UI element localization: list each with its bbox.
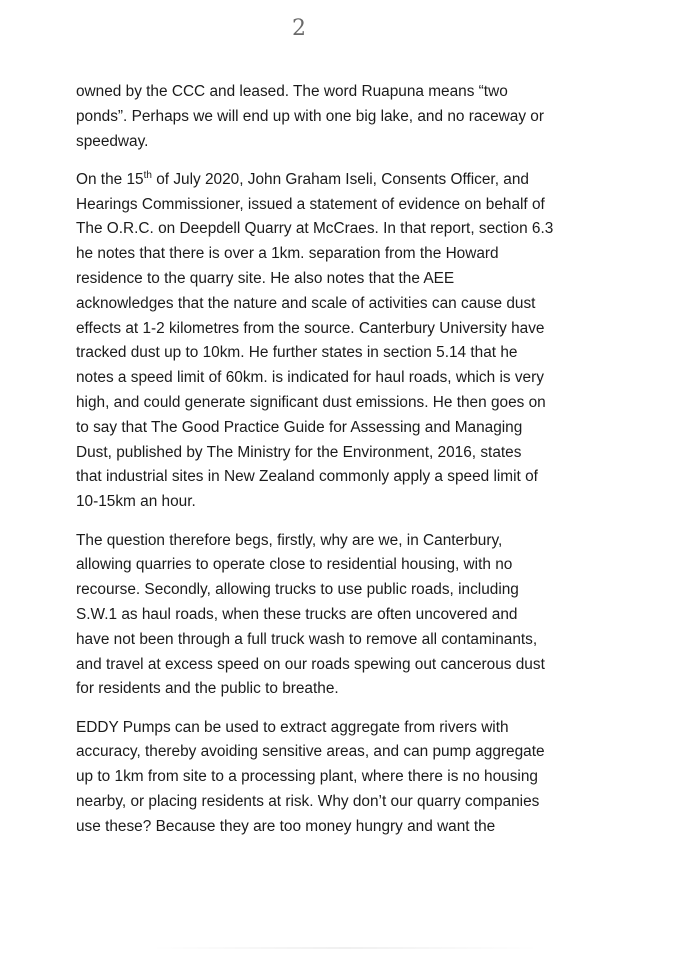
text-line: S.W.1 as haul roads, when these trucks are often uncovered and [76, 605, 518, 623]
text-line-with-superscript [76, 168, 636, 193]
text-line: 10-15km an hour. [76, 493, 196, 511]
document-body [76, 80, 636, 853]
scan-artifact [150, 947, 540, 949]
text-line: allowing quarries to operate close to residential housing, with no [76, 556, 513, 574]
text-line: speedway. [76, 132, 149, 150]
paragraph-4 [76, 716, 636, 840]
text-line: up to 1km from site to a processing plant, where there is no housing [76, 768, 538, 786]
text-line: use these? Because they are too money hungry and want the [76, 817, 496, 835]
text-line: residence to the quarry site. He also notes that the AEE [76, 270, 455, 288]
text-line: that industrial sites in New Zealand commonly apply a speed limit of [76, 468, 538, 486]
text-line: The question therefore begs, firstly, why are we, in Canterbury, [76, 531, 503, 549]
text-line: owned by the CCC and leased. The word Ruapuna means “two [76, 83, 508, 100]
text-line: notes a speed limit of 60km. is indicated for haul roads, which is very [76, 369, 544, 387]
paragraph-3 [76, 529, 636, 703]
text-line: effects at 1-2 kilometres from the source. Canterbury University have [76, 319, 545, 337]
text-line: Hearings Commissioner, issued a statement of evidence on behalf of [76, 195, 545, 213]
ordinal-superscript: th [143, 169, 152, 181]
text-line: ponds”. Perhaps we will end up with one big lake, and no raceway or [76, 107, 544, 125]
text-fragment: of July 2020, John Graham Iseli, Consents Officer, and [151, 170, 529, 188]
text-line: acknowledges that the nature and scale of activities can cause dust [76, 294, 536, 312]
page-number: 2 [292, 16, 306, 41]
text-line: to say that The Good Practice Guide for Assessing and Managing [76, 418, 523, 436]
text-line: Dust, published by The Ministry for the Environment, 2016, states [76, 443, 522, 461]
text-line: tracked dust up to 10km. He further states in section 5.14 that he [76, 344, 518, 362]
text-line: high, and could generate significant dust emissions. He then goes on [76, 394, 546, 412]
text-line: he notes that there is over a 1km. separation from the Howard [76, 245, 499, 263]
text-line: and travel at excess speed on our roads spewing out cancerous dust [76, 655, 545, 673]
text-line: The O.R.C. on Deepdell Quarry at McCraes. In that report, section 6.3 [76, 220, 554, 238]
text-line: EDDY Pumps can be used to extract aggregate from rivers with [76, 718, 509, 736]
paragraph-2 [76, 168, 636, 515]
text-line: accuracy, thereby avoiding sensitive areas, and can pump aggregate [76, 743, 545, 761]
text-line: for residents and the public to breathe. [76, 680, 339, 698]
paragraph-1 [76, 80, 636, 154]
text-line: nearby, or placing residents at risk. Why don’t our quarry companies [76, 793, 540, 811]
text-fragment: On the 15 [76, 170, 144, 188]
text-line: have not been through a full truck wash to remove all contaminants, [76, 630, 538, 648]
text-line: recourse. Secondly, allowing trucks to use public roads, including [76, 581, 519, 599]
